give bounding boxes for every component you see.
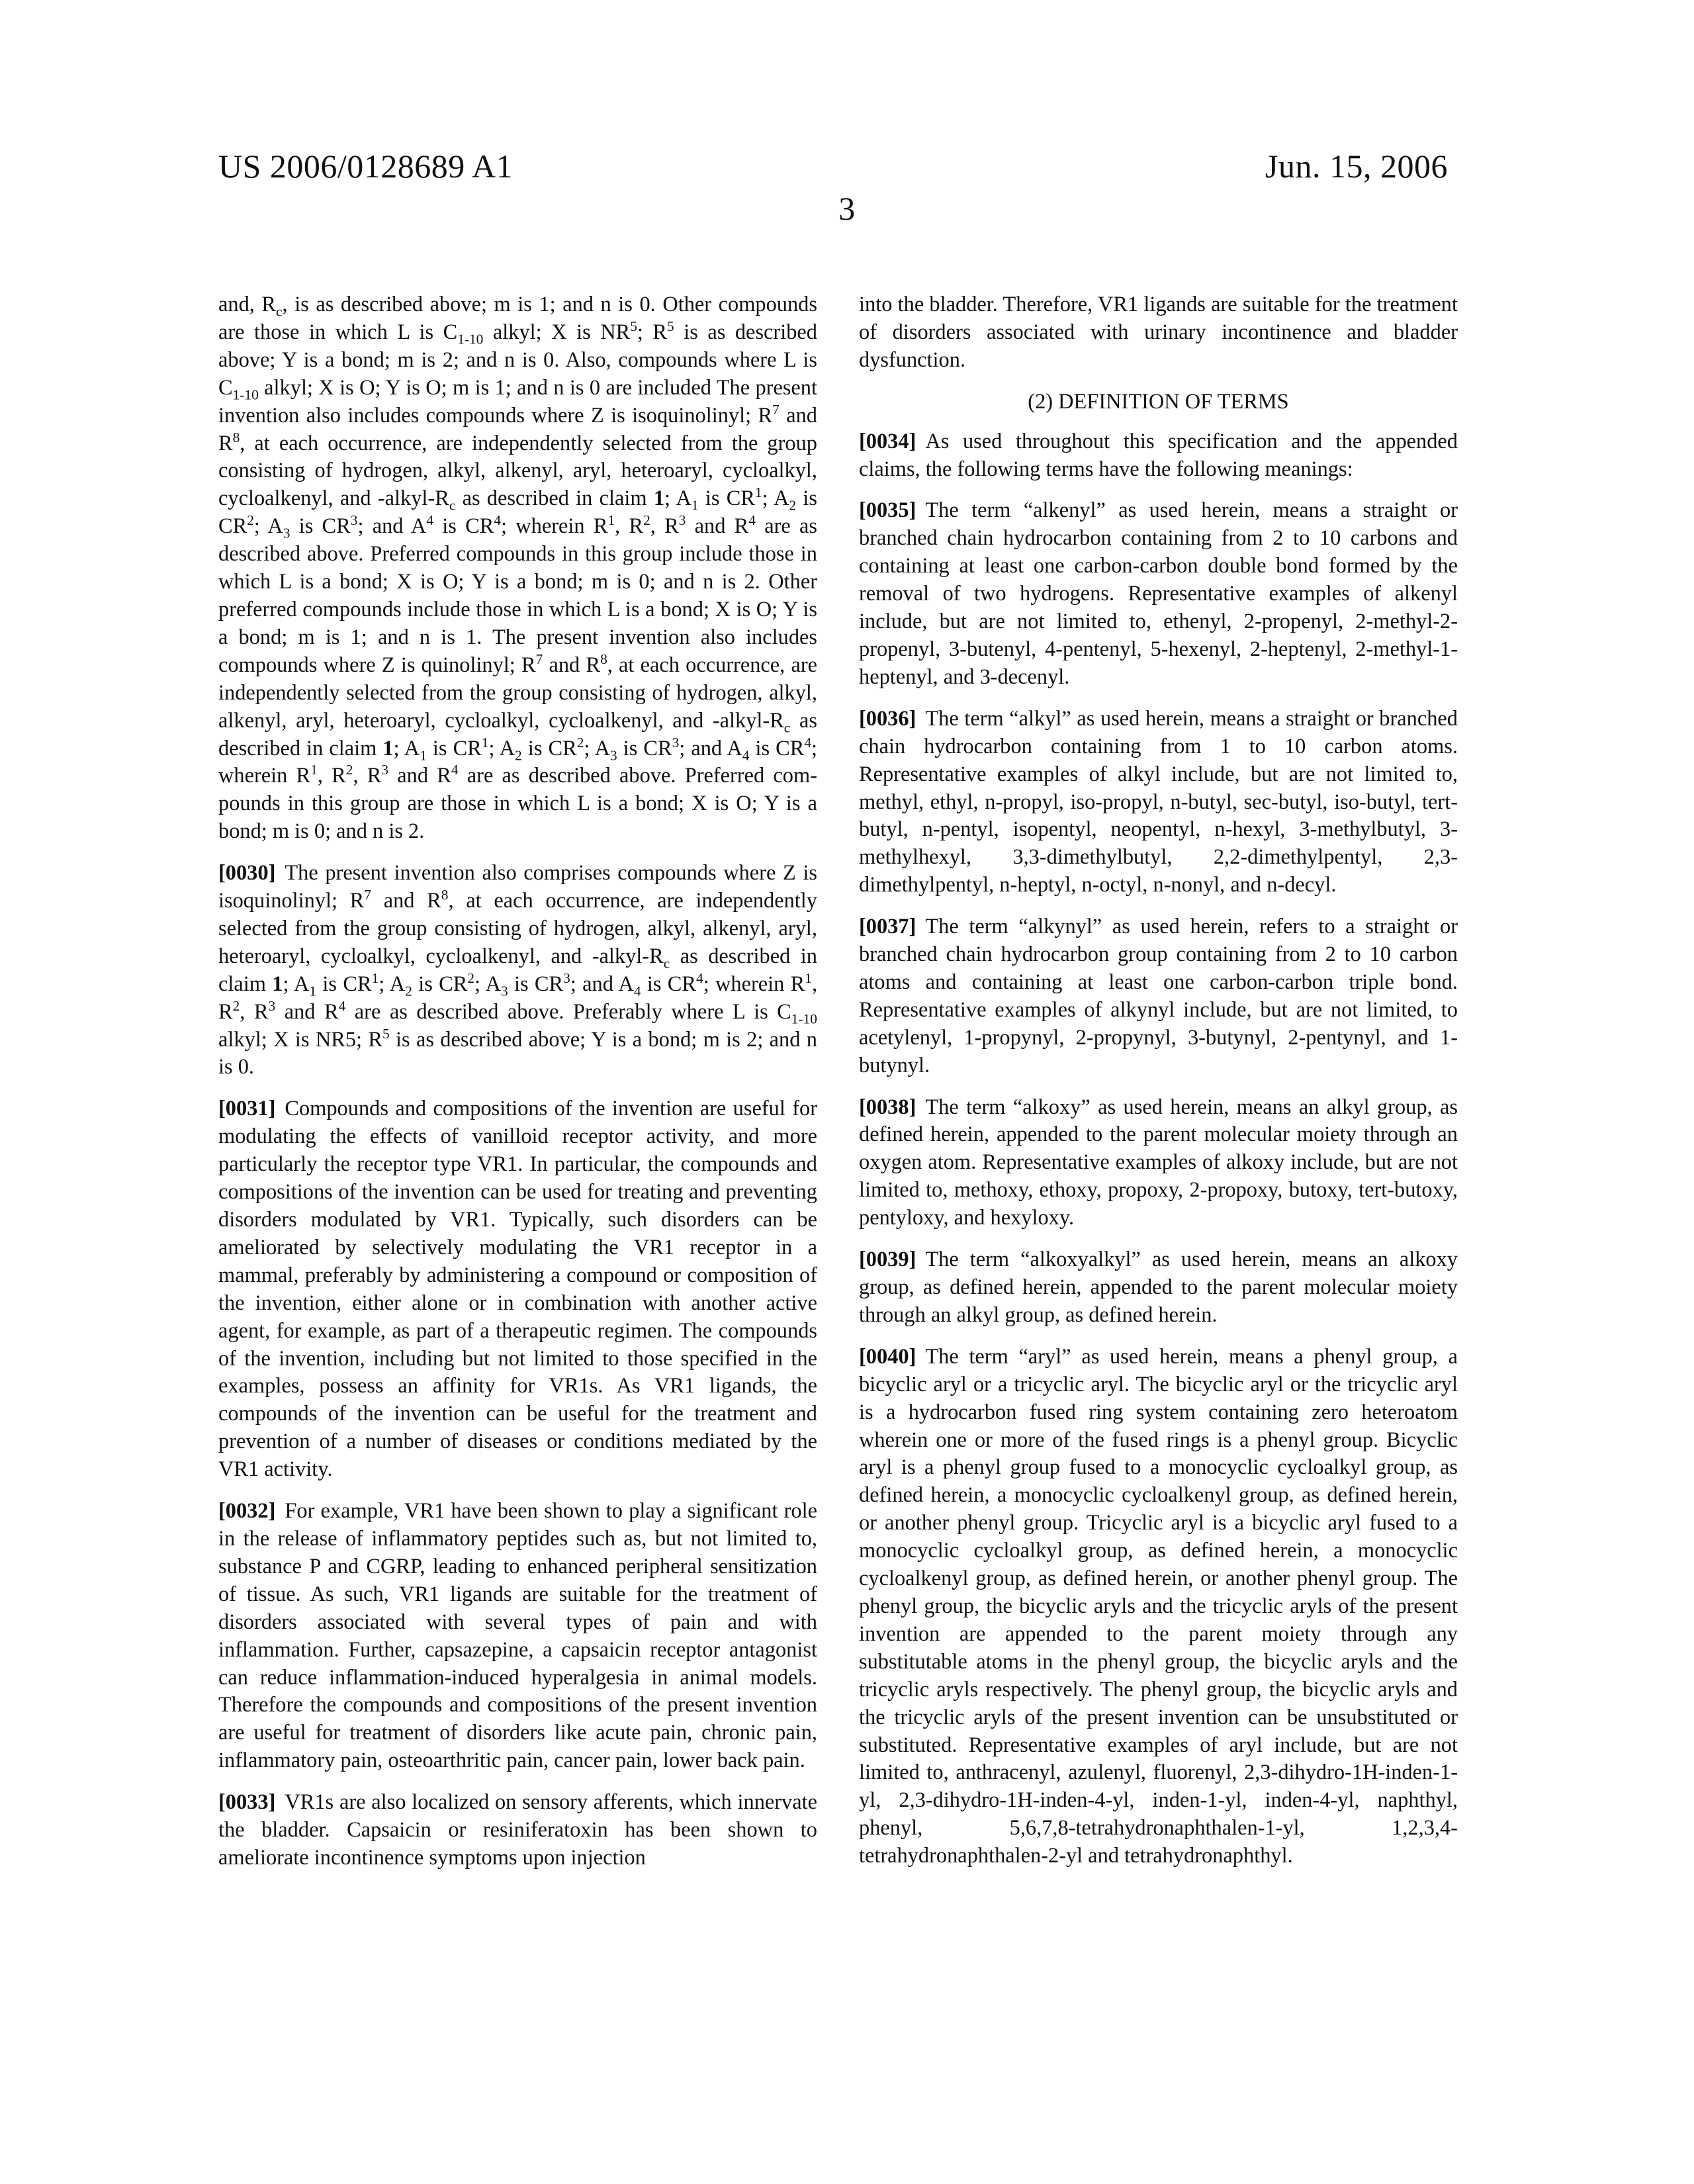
paragraph-label: [0035] <box>859 498 916 522</box>
paragraph-0040: [0040] The term “aryl” as used herein, means a phenyl group, a bicyclic aryl or a tricyclic aryl. The bicyclic aryl or the tricyclic aryl is a hydrocarbon fused ring system con­taining zero heteroatom wherein one or more of the fused rings is a phenyl group. Bicyclic aryl is a phenyl group fused to a monocyclic cycloalkyl group, as defined herein, a monocyclic cycloalkenyl group, as defined herein, or another phenyl group. Tricyclic aryl is a bicyclic aryl fused to a monocyclic cycloalkyl group, as defined herein, a monocyclic cycloalkenyl group, as defined herein, or another phenyl group. The phenyl group, the bicyclic aryls and the tricyclic aryls of the present invention are appended to the parent moiety through any substitutable atoms in the phenyl group, the bicyclic aryls and the tricyclic aryls respectively. The phenyl group, the bicyclic aryls and the tricyclic aryls of the present invention can be unsubstituted or substituted. Representative examples of aryl include, but are not limited to, anthracenyl, azulenyl, fluorenyl, 2,3-dihydro-1H-inden-1-yl, 2,3-dihydro-1H-inden-4-yl, inden-1-yl, inden-4-yl, naphthyl, phenyl, 5,6,7,8-tetrahydronaph­thalen-1-yl, 1,2,3,4-tetrahydronaphthalen-2-yl and tetrahydronaphthyl. <box>859 1343 1458 1870</box>
paragraph-0034: [0034] As used throughout this specification and the appended claims, the following terms have the following meanings: <box>859 428 1458 484</box>
paragraph-label: [0031] <box>218 1097 275 1120</box>
paragraph-0033: [0033] VR1s are also localized on sensory afferents, which innervate the bladder. Capsaicin or resiniferatoxin has been shown to ameliorate incontinence symptoms upon injection <box>218 1789 817 1872</box>
paragraph-continued: and, Rc, is as described above; m is 1; and n is 0. Other compounds are those in which L is C1-10 alkyl; X is NR5; R5 is as described above; Y is a bond; m is 2; and n is 0. Also, compounds where L is C1-10 alkyl; X is O; Y is O; m is 1; and n is 0 are included The present invention also includes compounds where Z is isoquinolinyl; R7 and R8, at each occurrence, are independently selected from the group con­sisting of hydrogen, alkyl, alkenyl, aryl, heteroaryl, cycloalkyl, cycloalkenyl, and -alkyl-Rc as described in claim 1; A1 is CR1; A2 is CR2; A3 is CR3; and A4 is CR4; wherein R1, R2, R3 and R4 are as described above. Preferred com­pounds in this group include those in which L is a bond; X is O; Y is a bond; m is 0; and n is 2. Other preferred compounds include those in which L is a bond; X is O; Y is a bond; m is 1; and n is 1. The present invention also includes compounds where Z is quinolinyl; R7 and R8, at each occurrence, are independently selected from the group consisting of hydrogen, alkyl, alkenyl, aryl, heteroaryl, cycloalkyl, cycloalkenyl, and -alkyl-Rc as described in claim 1; A1 is CR1; A2 is CR2; A3 is CR3; and A4 is CR4; wherein R1, R2, R3 and R4 are as described above. Preferred com­pounds in this group are those in which L is a bond; X is O; Y is a bond; m is 0; and n is 2. <box>218 291 817 846</box>
paragraph-label: [0040] <box>859 1345 916 1369</box>
left-column <box>218 291 817 1886</box>
section-heading: (2) DEFINITION OF TERMS <box>859 388 1458 416</box>
paragraph-label: [0036] <box>859 707 916 731</box>
paragraph-label: [0032] <box>218 1499 275 1523</box>
paragraph-label: [0039] <box>859 1248 916 1271</box>
paragraph-0035: [0035] The term “alkenyl” as used herein, means a straight or branched chain hydrocarbon containing from 2 to 10 carbons and containing at least one carbon-carbon double bond formed by the removal of two hydrogens. Represen­tative examples of alkenyl include, but are not limited to, ethenyl, 2-propenyl, 2-methyl-2-propenyl, 3-butenyl, 4-pen­tenyl, 5-hexenyl, 2-heptenyl, 2-methyl-1-heptenyl, and 3-decenyl. <box>859 497 1458 691</box>
paragraph-0036: [0036] The term “alkyl” as used herein, means a straight or branched chain hydrocarbon containing from 1 to 10 carbon atoms. Representative examples of alkyl include, but are not limited to, methyl, ethyl, n-propyl, iso-propyl, n-bu­tyl, sec-butyl, iso-butyl, tert-butyl, n-pentyl, isopentyl, neo­pentyl, n-hexyl, 3-methylbutyl, 3-methylhexyl, 3,3-dimeth­ylbutyl, 2,2-dimethylpentyl, 2,3-dimethylpentyl, n-heptyl, n-octyl, n-nonyl, and n-decyl. <box>859 705 1458 899</box>
paragraph-label: [0030] <box>218 861 275 885</box>
right-column <box>859 291 1458 1884</box>
paragraph-0032: [0032] For example, VR1 have been shown to play a significant role in the release of inflammatory peptides such as, but not limited to, substance P and CGRP, leading to enhanced peripheral sensitization of tissue. As such, VR1 ligands are suitable for the treatment of disorders associated with several types of pain and with inflammation. Further, capsazepine, a capsaicin receptor antagonist can reduce inflammation-induced hyperalgesia in animal models. Therefore the compounds and compositions of the present invention are useful for treatment of disorders like acute pain, chronic pain, inflammatory pain, osteoarthritic pain, cancer pain, lower back pain. <box>218 1498 817 1775</box>
page-number: 3 <box>0 189 1694 228</box>
paragraph-0039: [0039] The term “alkoxyalkyl” as used herein, means an alkoxy group, as defined herein, appended to the parent molecular moiety through an alkyl group, as defined herein. <box>859 1246 1458 1330</box>
paragraph-0031: [0031] Compounds and compositions of the invention are useful for modulating the effects of vanilloid receptor activ­ity, and more particularly the receptor type VR1. In particu­lar, the compounds and compositions of the invention can be used for treating and preventing disorders modulated by VR1. Typically, such disorders can be ameliorated by selec­tively modulating the VR1 receptor in a mammal, preferably by administering a compound or composition of the inven­tion, either alone or in combination with another active agent, for example, as part of a therapeutic regimen. The compounds of the invention, including but not limited to those specified in the examples, possess an affinity for VR1s. As VR1 ligands, the compounds of the invention can be useful for the treatment and prevention of a number of diseases or conditions mediated by the VR1 activity. <box>218 1095 817 1484</box>
paragraph-0037: [0037] The term “alkynyl” as used herein, refers to a straight or branched chain hydrocarbon group containing from 2 to 10 carbon atoms and containing at least one carbon-carbon triple bond. Representative examples of alky­nyl include, but are not limited, to acetylenyl, 1-propynyl, 2-propynyl, 3-butynyl, 2-pentynyl, and 1-butynyl. <box>859 913 1458 1079</box>
paragraph-label: [0034] <box>859 430 916 453</box>
paragraph-0030: [0030] The present invention also comprises compounds where Z is isoquinolinyl; R7 and R8, at each occurrence, are independently selected from the group consisting of hydro­gen, alkyl, alkenyl, aryl, heteroaryl, cycloalkyl, cycloalk­enyl, and -alkyl-Rc as described in claim 1; A1 is CR1; A2 is CR2; A3 is CR3; and A4 is CR4; wherein R1, R2, R3 and R4 are as described above. Preferably where L is C1-10 alkyl; X is NR5; R5 is as described above; Y is a bond; m is 2; and n is 0. <box>218 860 817 1081</box>
paragraph-label: [0033] <box>218 1790 275 1814</box>
patent-number: US 2006/0128689 A1 <box>218 147 513 185</box>
paragraph-label: [0038] <box>859 1095 916 1119</box>
publication-date: Jun. 15, 2006 <box>1265 147 1448 185</box>
paragraph-label: [0037] <box>859 915 916 938</box>
paragraph-0038: [0038] The term “alkoxy” as used herein, means an alkyl group, as defined herein, appended to the parent molecular moiety through an oxygen atom. Representative examples of alkoxy include, but are not limited to, methoxy, ethoxy, propoxy, 2-propoxy, butoxy, tert-butoxy, pentyloxy, and hexyloxy. <box>859 1094 1458 1233</box>
paragraph-continued: into the bladder. Therefore, VR1 ligands are suitable for the treatment of disorders associated with urinary incontinence and bladder dysfunction. <box>859 291 1458 375</box>
